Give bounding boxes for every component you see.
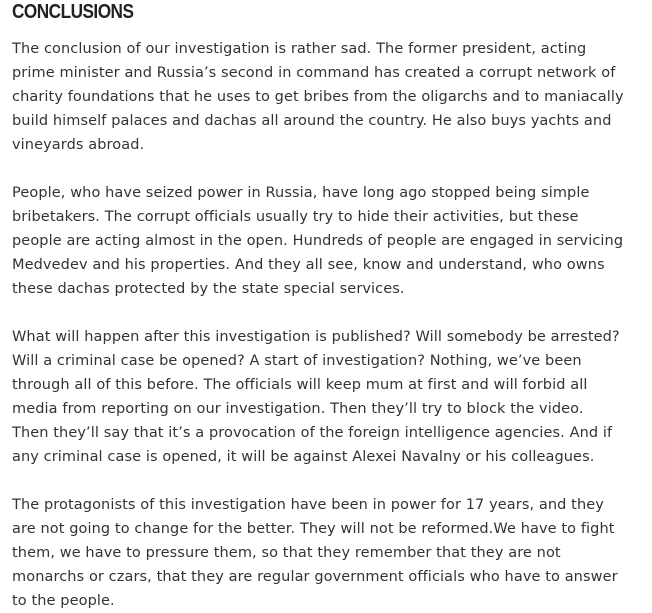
article-section <box>12 0 646 613</box>
paragraph-3: What will happen after this investigation is published? Will somebody be arrested? Will a criminal case be opened? A start of investigation? Nothing, we’ve been through all of this before. The officials will keep mum at first and will forbid all media from reporting on our investigation. Then they’ll try to block the video. Then they’ll say that it’s a provocation of the foreign intelligence agencies. And if any criminal case is opened, it will be against Alexei Navalny or his colleagues. <box>12 329 620 465</box>
paragraph-4: The protagonists of this investigation have been in power for 17 years, and they are not going to change for the better. They will not be reformed.We have to fight them, we have to pressure them, so that they remember that they are not monarchs or czars, that they are regular government officials who have to answer to the people. <box>12 497 618 609</box>
paragraph-2: People, who have seized power in Russia, have long ago stopped being simple bribetakers. The corrupt officials usually try to hide their activities, but these people are acting almost in the open. Hundreds of people are engaged in servicing Medvedev and his properties. And they all see, know and understand, who owns these dachas protected by the state special services. <box>12 185 624 297</box>
paragraph-1: The conclusion of our investigation is rather sad. The former president, acting prime minister and Russia’s second in command has created a corrupt network of charity foundations that he uses to get bribes from the oligarchs and to maniacally build himself palaces and dachas all around the country. He also buys yachts and vineyards abroad. <box>12 41 624 153</box>
section-heading: CONCLUSIONS <box>12 1 134 23</box>
